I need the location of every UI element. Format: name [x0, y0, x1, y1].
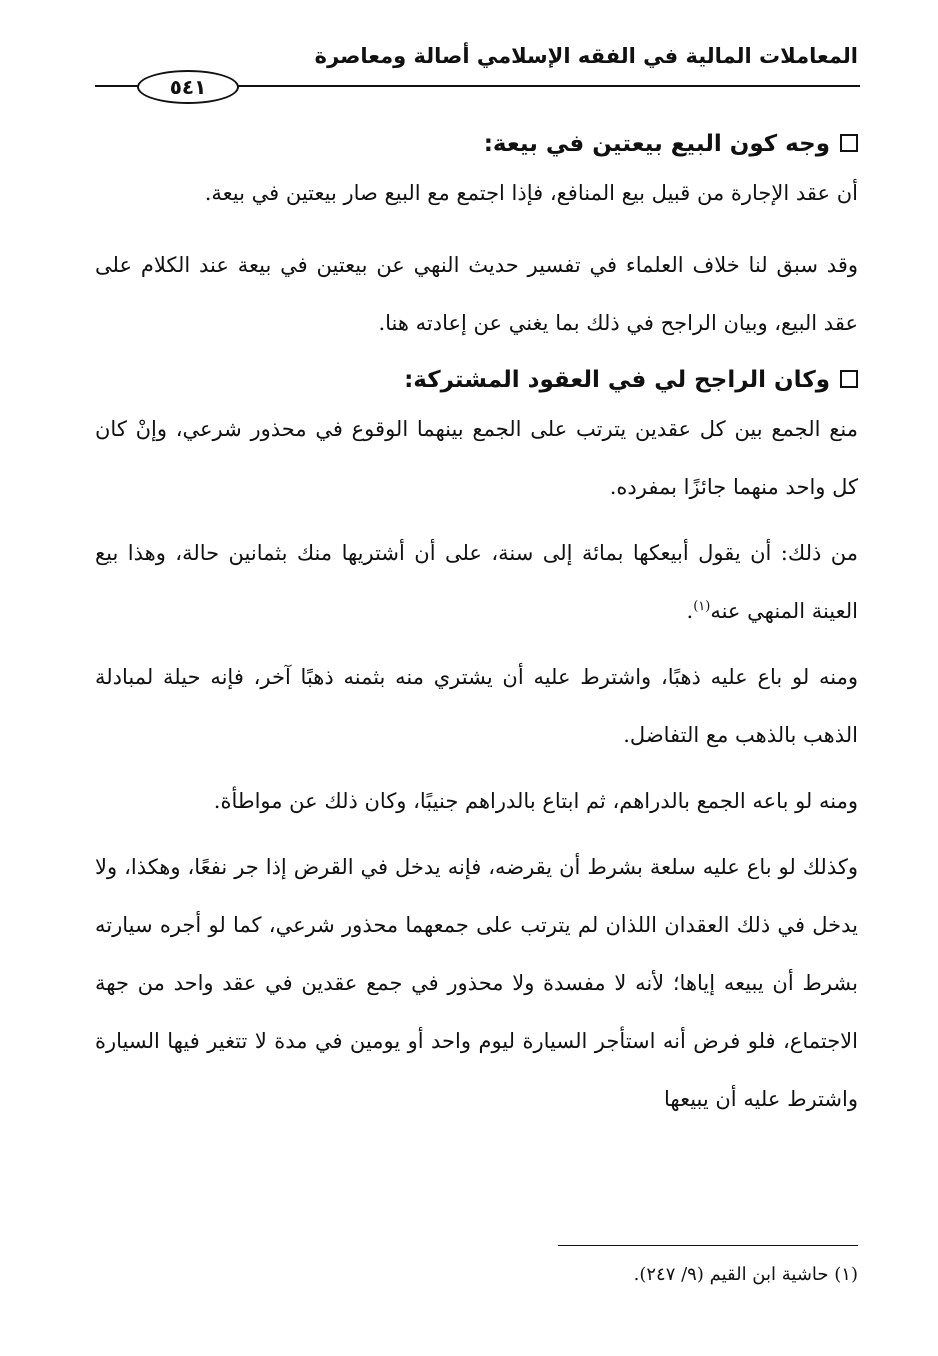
running-header-title: المعاملات المالية في الفقه الإسلامي أصالة ومعاصرة — [314, 44, 858, 68]
section-heading-2 — [95, 360, 858, 400]
footnote-1 — [634, 1264, 858, 1285]
page-body — [95, 124, 858, 1128]
footnote-1-text: حاشية ابن القيم (٩/ ٢٤٧). — [633, 1264, 829, 1285]
paragraph-5: ومنه لو باع عليه ذهبًا، واشترط عليه أن يشتري منه بثمنه ذهبًا آخر، فإنه حيلة لمبادلة الذهب بالذهب مع التفاضل. — [95, 665, 858, 747]
paragraph-6: ومنه لو باعه الجمع بالدراهم، ثم ابتاع بالدراهم جنيبًا، وكان ذلك عن مواطأة. — [213, 789, 858, 813]
section-heading-1 — [95, 124, 858, 164]
square-bullet-icon — [840, 370, 858, 388]
paragraph-2: وقد سبق لنا خلاف العلماء في تفسير حديث النهي عن بيعتين في بيعة عند الكلام على عقد البيع، وبيان الراجح في ذلك بما يغني عن إعادته هنا. — [95, 253, 858, 335]
paragraph-1: أن عقد الإجارة من قبيل بيع المنافع، فإذا اجتمع مع البيع صار بيعتين في بيعة. — [204, 181, 858, 205]
footnote-1-marker: (١) — [834, 1264, 858, 1285]
square-bullet-icon — [840, 134, 858, 152]
paragraph-3: منع الجمع بين كل عقدين يترتب على الجمع بينهما الوقوع في محذور شرعي، وإنْ كان كل واحد منهما جائزًا بمفرده. — [95, 417, 858, 499]
paragraph-4-text: من ذلك: أن يقول أبيعكها بمائة إلى سنة، على أن أشتريها منك بثمانين حالة، وهذا بيع العينة المنهي عنه — [95, 541, 858, 623]
paragraph-7: وكذلك لو باع عليه سلعة بشرط أن يقرضه، فإنه يدخل في القرض إذا جر نفعًا، وهكذا، ولا يدخل في ذلك العقدان اللذان لم يترتب على جمعهما محذور شرعي، كما لو أجره سيارته بشرط أن يبيعه إياها؛ لأنه لا مفسدة ولا محذور في جمع عقدين في عقد واحد من جهة الاجتماع، فلو فرض أنه استأجر السيارة ليوم واحد أو يومين في مدة لا تتغير فيها السيارة واشترط عليه أن يبيعها — [95, 855, 858, 1111]
footnote-reference[interactable]: (١) — [693, 599, 711, 614]
heading-1-text: وجه كون البيع بيعتين في بيعة: — [483, 131, 830, 157]
heading-2-text: وكان الراجح لي في العقود المشتركة: — [404, 367, 830, 393]
footnote-separator — [558, 1245, 858, 1246]
paragraph-4 — [95, 524, 858, 640]
paragraph-4-end: . — [686, 599, 694, 623]
page-number: ٥٤١ — [137, 70, 239, 104]
